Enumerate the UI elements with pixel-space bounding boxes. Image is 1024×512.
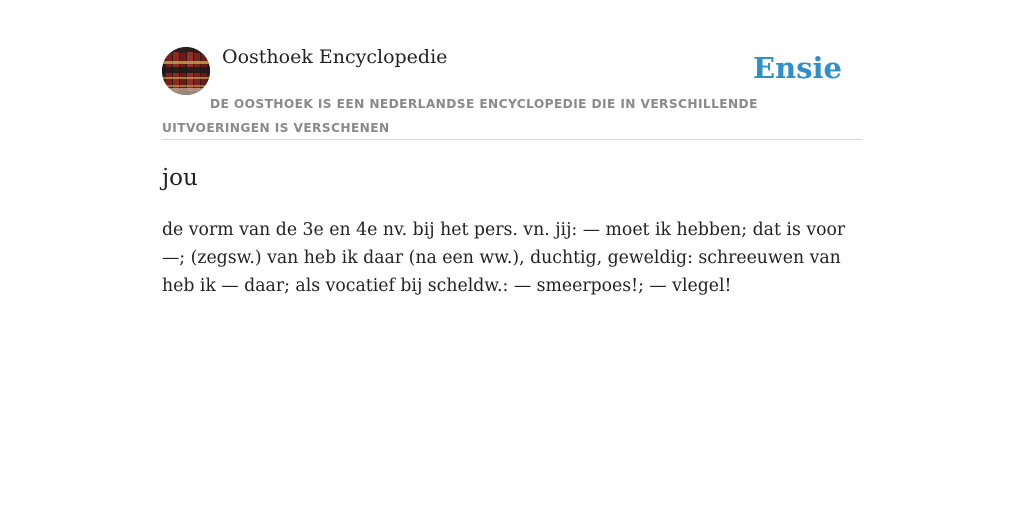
entry-content xyxy=(162,160,862,300)
encyclopedia-books-icon[interactable] xyxy=(162,47,210,95)
site-header xyxy=(162,46,862,140)
entry-definition: de vorm van de 3e en 4e nv. bij het pers. vn. jij: — moet ik hebben; dat is voor —; (zegsw.) van heb ik daar (na een ww.), duchtig, geweldig: schreeuwen van heb ik — daar; als vocatief bij scheldw.: — smeerpoes!; — vlegel! xyxy=(162,220,846,296)
entry-title: jou xyxy=(162,165,198,191)
site-title[interactable]: Oosthoek Encyclopedie xyxy=(222,46,448,68)
site-tagline: DE OOSTHOEK IS EEN NEDERLANDSE ENCYCLOPEDIE DIE IN VERSCHILLENDE UITVOERINGEN IS VERSCHENEN xyxy=(162,97,758,135)
brand-logo[interactable]: Ensie xyxy=(753,51,842,85)
